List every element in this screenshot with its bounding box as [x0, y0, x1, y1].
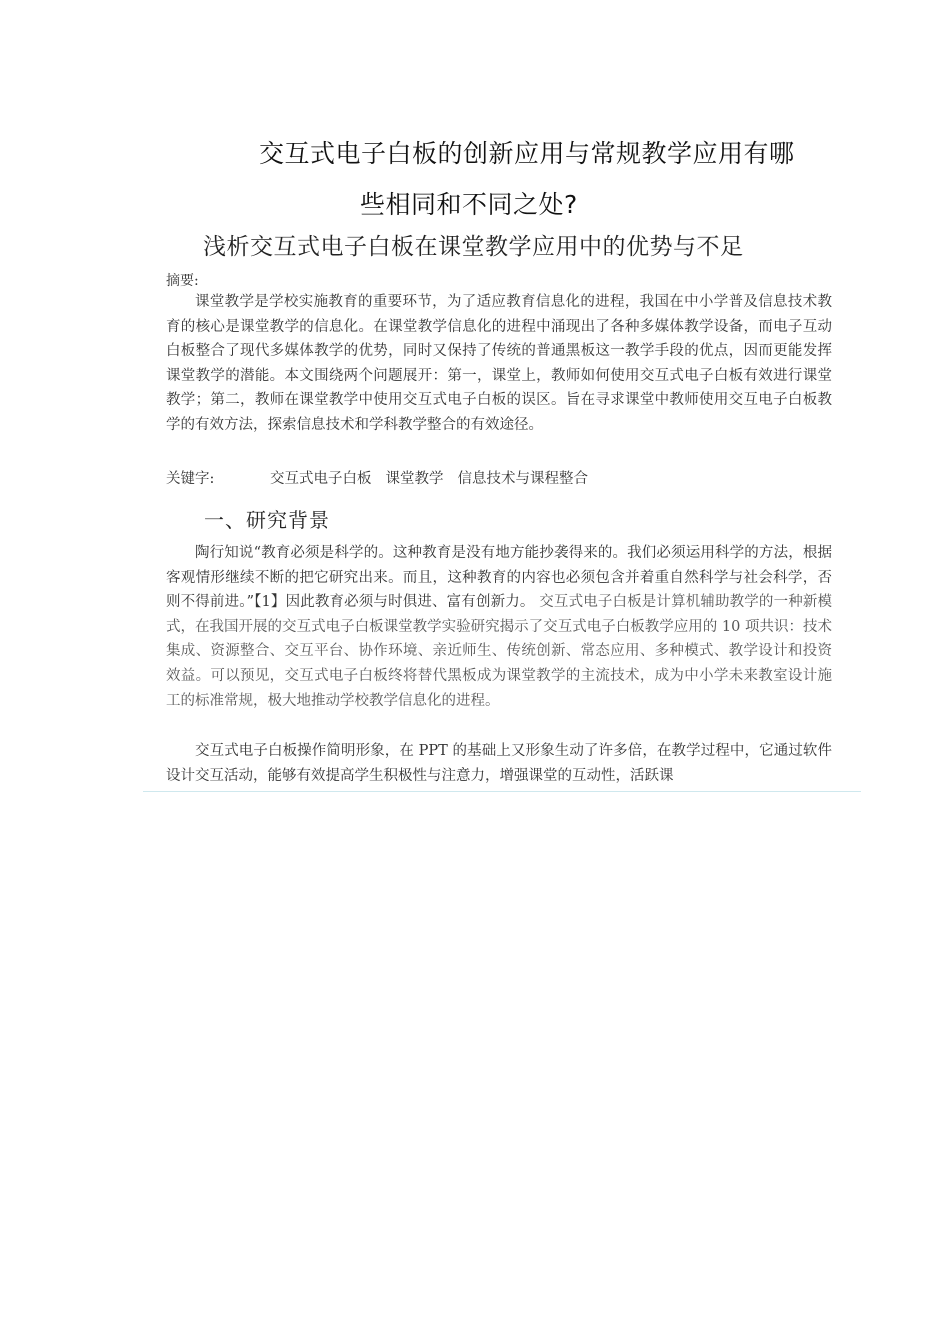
- abstract-label: 摘要:: [166, 273, 199, 289]
- body-paragraph: [166, 541, 832, 713]
- keywords-label: 关键字:: [166, 471, 215, 487]
- page-divider: [143, 791, 861, 792]
- abstract-text: 课堂教学是学校实施教育的重要环节，为了适应教育信息化的进程，我国在中小学普及信息技术教育的核心是课堂教学的信息化。在课堂教学信息化的进程中涌现出了各种多媒体教学设备，而电子互动白板整合了现代多媒体教学的优势，同时又保持了传统的普通黑板这一教学手段的优点，因而更能发挥课堂教学的潜能。本文围绕两个问题展开：第一，课堂上，教师如何使用交互式电子白板有效进行课堂教学；第二，教师在课堂教学中使用交互式电子白板的误区。旨在寻求课堂中教师使用交互电子白板教学的有效方法，探索信息技术和学科教学整合的有效途径。: [166, 294, 832, 433]
- keywords-line: [166, 467, 602, 488]
- article-title: 浅析交互式电子白板在课堂教学应用中的优势与不足: [203, 234, 744, 260]
- body-paragraph: 交互式电子白板操作简明形象，在 PPT 的基础上又形象生动了许多倍，在教学过程中，它通过软件设计交互活动，能够有效提高学生积极性与注意力，增强课堂的互动性，活跃课: [166, 743, 832, 784]
- question-title-line1: 交互式电子白板的创新应用与常规教学应用有哪: [259, 139, 795, 168]
- quote-sentence: 陶行知说“教育必须是科学的。这种教育是没有地方能抄袭得来的。我们必须运用科学的方法，根据客观情形继续不断的把它研究出来。而且，这种教育的内容也必须包含并着重自然科学与社会科学，否则不得前进。”【1】因此教育必须与时俱进、富有创新力。: [166, 545, 832, 611]
- keyword: 交互式电子白板: [270, 471, 372, 487]
- question-title-line2: 些相同和不同之处?: [360, 190, 578, 219]
- section-heading: 一、研究背景: [204, 508, 330, 532]
- whiteboard-sentence: 交互式电子白板是计算机辅助教学的一种新模式，在我国开展的交互式电子白板课堂教学实验研究揭示了交互式电子白板教学应用的 10 项共识：技术集成、资源整合、交互平台、协作环境、亲近师生、传统创新、常态应用、多种模式、教学设计和投资效益。可以预见，交互式电子白板终将替代黑板成为课堂教学的主流技术，成为中小学未来教室设计施工的标准常规，极大地推动学校教学信息化的进程。: [166, 594, 833, 709]
- keyword: 信息技术与课程整合: [457, 471, 588, 487]
- keyword: 课堂教学: [385, 471, 444, 487]
